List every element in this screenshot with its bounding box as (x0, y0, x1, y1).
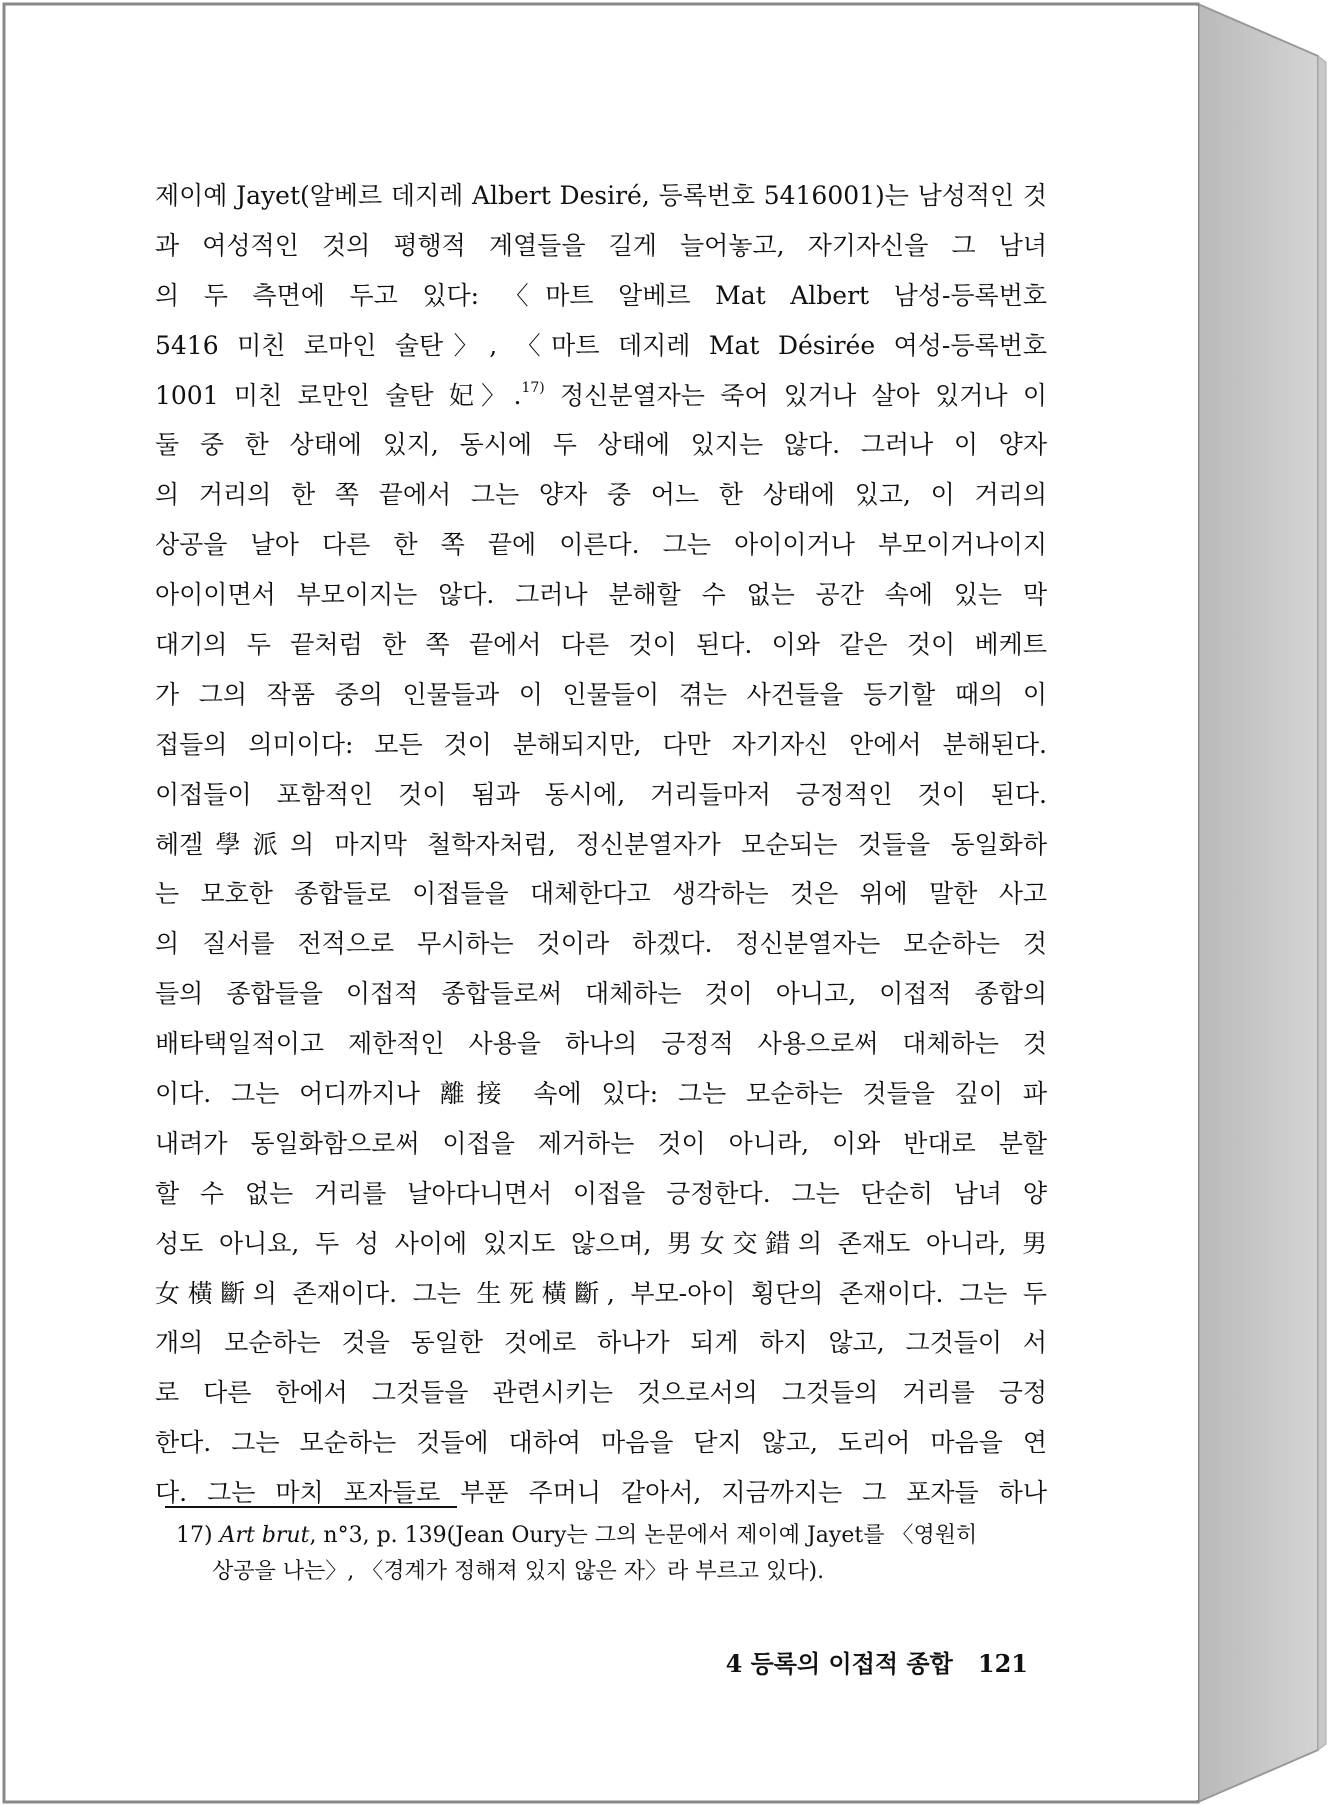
footnote-line (176, 1518, 1048, 1554)
body-line: 들의 종합들을 이접적 종합들로써 대체하는 것이 아니고, 이접적 종합의 (155, 979, 1047, 1009)
footnote-number: 17) (176, 1523, 213, 1548)
body-line: 의 질서를 전적으로 무시하는 것이라 하겠다. 정신분열자는 모순하는 것 (155, 929, 1047, 959)
body-line: 는 모호한 종합들로 이접들을 대체한다고 생각하는 것은 위에 말한 사고 (155, 879, 1047, 909)
body-line-tail: 정신분열자는 죽어 있거나 살아 있거나 이 (544, 380, 1047, 410)
body-line: 이다. 그는 어디까지나 離接 속에 있다: 그는 모순하는 것들을 깊이 파 (155, 1079, 1047, 1109)
body-line: 과 여성적인 것의 평행적 계열들을 길게 늘어놓고, 자기자신을 그 남녀 (155, 230, 1047, 260)
body-line: 내려가 동일화함으로써 이접을 제거하는 것이 아니라, 이와 반대로 분할 (155, 1128, 1047, 1158)
footnote-line: 상공을 나는〉, 〈경계가 정해져 있지 않은 자〉라 부르고 있다). (212, 1559, 825, 1584)
body-line: 할 수 없는 거리를 날아다니면서 이접을 긍정한다. 그는 단순히 남녀 양 (155, 1178, 1047, 1208)
body-line: 헤겔學派의 마지막 철학자처럼, 정신분열자가 모순되는 것들을 동일화하 (155, 829, 1047, 859)
body-line: 상공을 날아 다른 한 쪽 끝에 이른다. 그는 아이이거나 부모이거나이지 (155, 530, 1047, 560)
body-line: 로 다른 한에서 그것들을 관련시키는 것으로서의 그것들의 거리를 긍정 (155, 1378, 1047, 1408)
body-line: 의 거리의 한 쪽 끝에서 그는 양자 중 어느 한 상태에 있고, 이 거리의 (155, 480, 1047, 510)
footnote-divider (165, 1506, 457, 1508)
body-line: 5416 미친 로마인 술탄〉, 〈마트 데지레 Mat Désirée 여성-등록번호 (155, 330, 1047, 360)
running-footer (708, 1644, 1028, 1679)
body-line-with-footnote (155, 371, 1047, 421)
body-line: 제이예 Jayet(알베르 데지레 Albert Desiré, 등록번호 5416001)는 남성적인 것 (155, 181, 1047, 210)
footnote-text: , n°3, p. 139(Jean Oury는 그의 논문에서 제이예 Jayet를 〈영원히 (309, 1523, 978, 1548)
body-line: 한다. 그는 모순하는 것들에 대하여 마음을 닫지 않고, 도리어 마음을 연 (155, 1428, 1047, 1458)
body-line-head: 1001 미친 로만인 술탄 妃〉. (155, 380, 522, 410)
book-page (8, 6, 1198, 1800)
body-line: 가 그의 작품 중의 인물들과 이 인물들이 겪는 사건들을 등기할 때의 이 (155, 679, 1047, 709)
page-number: 121 (977, 1649, 1028, 1678)
chapter-title: 4 등록의 이접적 종합 (725, 1649, 953, 1678)
body-line: 대기의 두 끝처럼 한 쪽 끝에서 다른 것이 된다. 이와 같은 것이 베케트 (155, 630, 1047, 660)
body-line: 성도 아니요, 두 성 사이에 있지도 않으며, 男女交錯의 존재도 아니라, 男 (155, 1228, 1047, 1258)
body-text (155, 171, 1047, 1518)
footnote-source-title: Art brut (219, 1523, 310, 1548)
footnote-ref: 17) (521, 379, 545, 396)
body-line: 아이이면서 부모이지는 않다. 그러나 분해할 수 없는 공간 속에 있는 막 (155, 580, 1047, 610)
body-line: 女橫斷의 존재이다. 그는 生死橫斷, 부모-아이 횡단의 존재이다. 그는 두 (155, 1278, 1047, 1308)
body-line: 다. 그는 마치 포자들로 부푼 주머니 같아서, 지금까지는 그 포자들 하나 (155, 1478, 1047, 1508)
footnote (176, 1518, 1048, 1590)
body-line: 의 두 측면에 두고 있다: 〈마트 알베르 Mat Albert 남성-등록번호 (155, 280, 1047, 310)
body-line: 배타택일적이고 제한적인 사용을 하나의 긍정적 사용으로써 대체하는 것 (155, 1029, 1047, 1059)
body-line: 둘 중 한 상태에 있지, 동시에 두 상태에 있지는 않다. 그러나 이 양자 (155, 430, 1047, 460)
body-line: 접들의 의미이다: 모든 것이 분해되지만, 다만 자기자신 안에서 분해된다. (155, 729, 1047, 759)
body-line: 이접들이 포함적인 것이 됨과 동시에, 거리들마저 긍정적인 것이 된다. (155, 779, 1047, 809)
body-line: 개의 모순하는 것을 동일한 것에로 하나가 되게 하지 않고, 그것들이 서 (155, 1328, 1047, 1358)
